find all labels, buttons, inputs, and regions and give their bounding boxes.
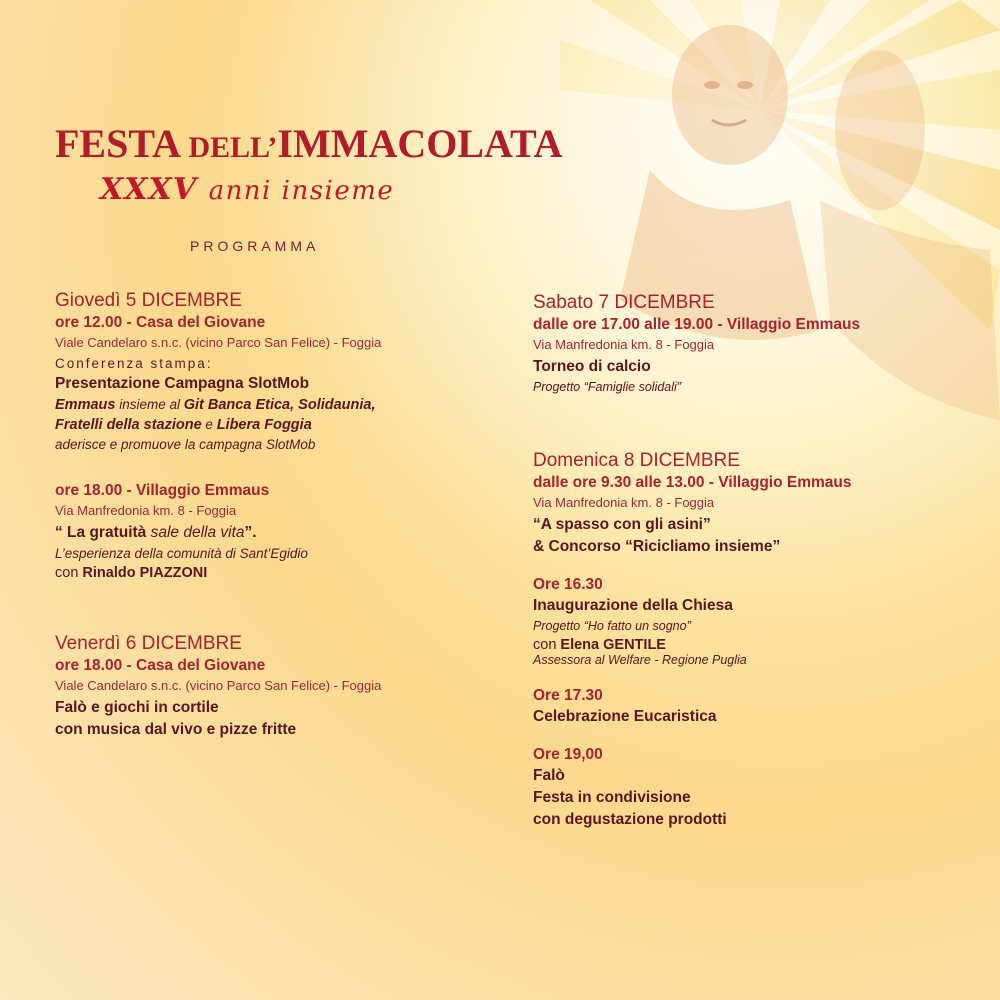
title-festa: FESTA <box>55 121 181 166</box>
subtitle-script: anni insieme <box>208 176 395 206</box>
sunday-event-1900 <box>533 746 973 829</box>
subtitle-roman: XXXV <box>100 172 198 207</box>
event-time: Ore 19,00 <box>533 746 603 763</box>
event-place: Casa del Giovane <box>136 314 266 331</box>
partner-name: Emmaus <box>55 397 116 413</box>
partner-name: Git Banca Etica, Solidaunia, <box>183 397 376 413</box>
sunday-event-1730 <box>533 687 973 726</box>
day-heading: Giovedì 5 DICEMBRE <box>55 290 242 311</box>
event-line: con degustazione prodotti <box>533 811 727 828</box>
programma-heading: PROGRAMMA <box>190 238 320 254</box>
title-immacolata: IMMACOLATA <box>277 121 563 166</box>
event-title <box>55 120 563 167</box>
day-heading: Sabato 7 DICEMBRE <box>533 292 715 313</box>
event-time <box>55 657 495 675</box>
schedule-right-column <box>533 292 973 849</box>
event-line: Festa in condivisione <box>533 789 691 806</box>
event-time: Ore 16.30 <box>533 576 603 593</box>
quote-italic: sale della vita <box>150 524 245 541</box>
partner-connector: insieme al <box>115 397 184 412</box>
event-address: Via Manfredonia km. 8 - Foggia <box>55 503 237 518</box>
event-place: Casa del Giovane <box>136 657 266 674</box>
time-prefix: dalle ore 9.30 alle 13.00 - <box>533 474 719 491</box>
day-saturday <box>533 292 973 394</box>
time-prefix: dalle ore 17.00 alle 19.00 - <box>533 316 727 333</box>
event-time <box>55 314 495 332</box>
event-time <box>533 474 973 492</box>
event-time <box>55 482 495 500</box>
event-address: Via Manfredonia km. 8 - Foggia <box>533 495 715 510</box>
event-line: Falò <box>533 767 565 784</box>
event-place: Villaggio Emmaus <box>726 316 861 333</box>
title-dell: DELL’ <box>180 131 278 164</box>
time-prefix: ore 18.00 - <box>55 657 136 674</box>
event-speaker <box>533 637 973 653</box>
time-prefix: ore 12.00 - <box>55 314 136 331</box>
event-title: Presentazione Campagna SlotMob <box>55 375 310 392</box>
event-address: Viale Candelaro s.n.c. (vicino Parco San Felice) - Foggia <box>55 335 382 350</box>
schedule-left-column <box>55 290 495 769</box>
sunday-event-1630 <box>533 576 973 667</box>
event-description: L’esperienza della comunità di Sant’Egidio <box>55 546 308 561</box>
event-partners-line3: aderisce e promuove la campagna SlotMob <box>55 437 316 452</box>
day-heading: Domenica 8 DICEMBRE <box>533 450 740 471</box>
with-label: con <box>533 637 561 653</box>
event-address: Via Manfredonia km. 8 - Foggia <box>533 337 715 352</box>
event-project: Progetto “Ho fatto un sogno” <box>533 619 691 633</box>
day-sunday <box>533 450 973 556</box>
event-project: Progetto “Famiglie solidali” <box>533 380 681 394</box>
event-time <box>533 316 973 334</box>
event-partners-line2 <box>55 417 495 433</box>
event-time: Ore 17.30 <box>533 687 603 704</box>
event-line: “A spasso con gli asini” <box>533 516 711 533</box>
event-title: Celebrazione Eucaristica <box>533 708 717 725</box>
quote-part: ”. <box>244 524 257 541</box>
event-label: Conferenza stampa: <box>55 356 213 371</box>
event-title: Torneo di calcio <box>533 358 651 375</box>
event-place: Villaggio Emmaus <box>136 482 270 499</box>
day-thursday <box>55 290 495 581</box>
partner-name: Libera Foggia <box>216 417 312 433</box>
speaker-name: Elena GENTILE <box>560 637 666 653</box>
speaker-name: Rinaldo PIAZZONI <box>82 565 208 581</box>
day-heading: Venerdì 6 DICEMBRE <box>55 633 242 654</box>
event-place: Villaggio Emmaus <box>718 474 852 491</box>
speaker-role: Assessora al Welfare - Regione Puglia <box>533 653 747 667</box>
event-address: Viale Candelaro s.n.c. (vicino Parco San Felice) - Foggia <box>55 678 382 693</box>
partner-connector: e <box>201 417 217 432</box>
event-subtitle <box>100 172 394 207</box>
event-line: Falò e giochi in cortile <box>55 699 219 716</box>
event-speaker <box>55 565 495 581</box>
day-friday <box>55 633 495 739</box>
event-title: Inaugurazione della Chiesa <box>533 597 733 614</box>
time-prefix: ore 18.00 - <box>55 482 136 499</box>
event-quote <box>55 524 495 542</box>
partner-name: Fratelli della stazione <box>55 417 202 433</box>
event-line: & Concorso “Ricicliamo insieme” <box>533 538 781 555</box>
event-line: con musica dal vivo e pizze fritte <box>55 721 297 738</box>
quote-part: “ La gratuità <box>55 524 151 541</box>
with-label: con <box>55 565 83 581</box>
event-partners-line1 <box>55 397 495 413</box>
